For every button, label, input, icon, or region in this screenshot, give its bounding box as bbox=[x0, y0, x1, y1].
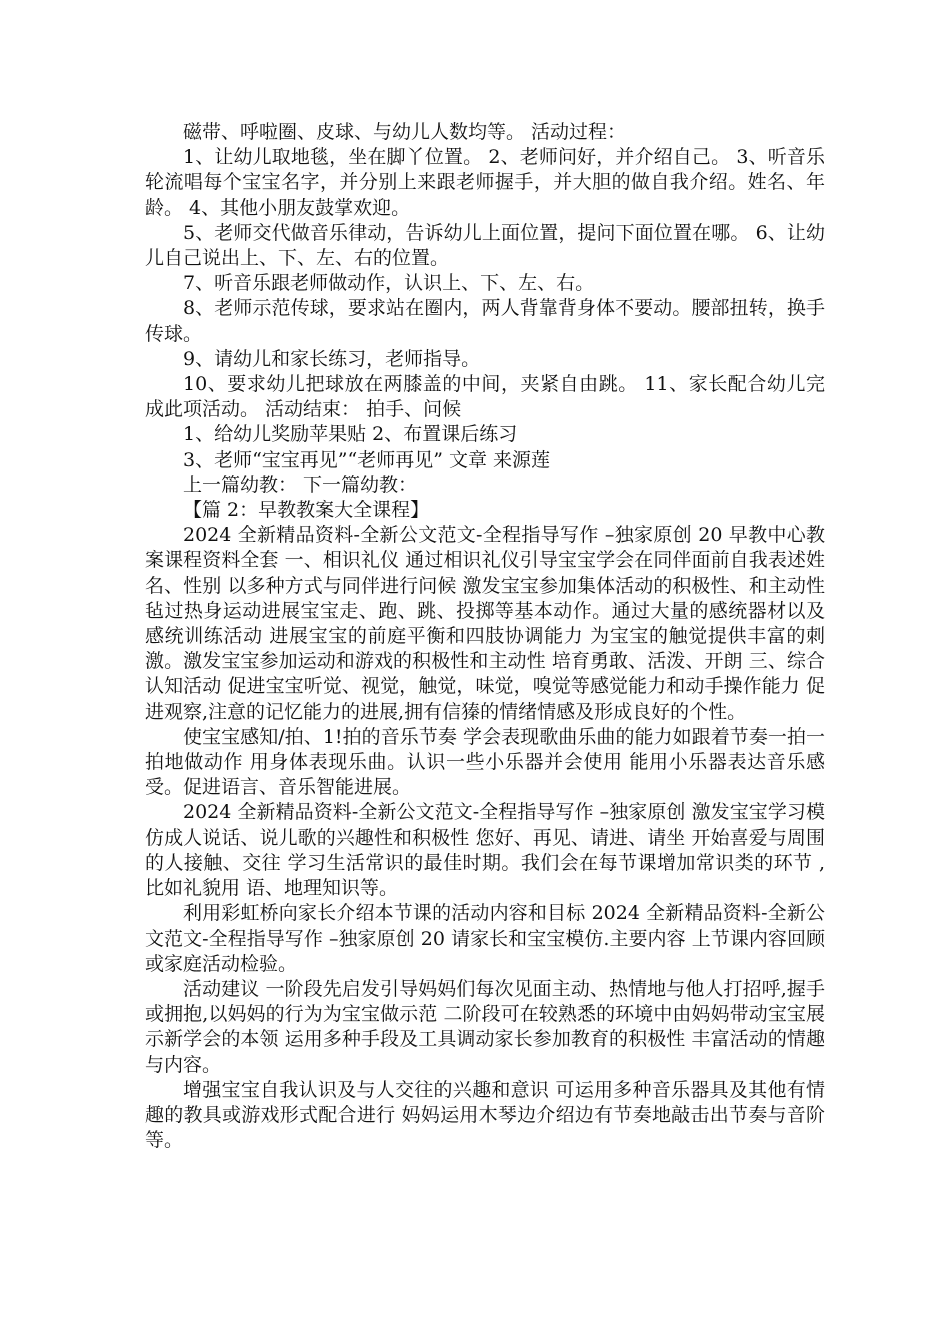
paragraph-prev-next: 上一篇幼教： 下一篇幼教： bbox=[183, 473, 418, 496]
paragraph-end-3: 3、老师“宝宝再见”“老师再见” 文章 来源莲 bbox=[183, 448, 551, 471]
paragraph-activity-suggestions: 活动建议 一阶段先启发引导妈妈们每次见面主动、热情地与他人打招呼,握手或拥抱,以妈妈的行为为宝宝做示范 二阶段可在较熟悉的环境中由妈妈带动宝宝展示新学会的本领 运用多种手段及工具调动家长参加教育的积极性 丰富活动的情趣与内容。 bbox=[145, 977, 825, 1076]
paragraph-materials: 磁带、呼啦圈、皮球、与幼儿人数均等。 活动过程： bbox=[183, 121, 627, 143]
section-heading: 【篇 2：早教教案大全课程】 bbox=[183, 499, 430, 522]
paragraph-music-rhythm: 使宝宝感知/拍、1!拍的音乐节奏 学会表现歌曲乐曲的能力如跟着节奏一拍一拍地做动作 用身体表现乐曲。认识一些小乐器并会使用 能用小乐器表达音乐感受。促进语言、音乐智能进展。 bbox=[145, 725, 825, 799]
paragraph-step-9: 9、请幼儿和家长练习，老师指导。 bbox=[183, 347, 481, 370]
paragraph-steps-10-11: 10、要求幼儿把球放在两膝盖的中间，夹紧自由跳。 11、家长配合幼儿完成此项活动。 活动结束： 拍手、问候 bbox=[145, 373, 825, 421]
paragraph-step-8: 8、老师示范传球，要求站在圈内，两人背靠背身体不要动。腰部扭转，换手传球。 bbox=[145, 297, 825, 345]
paragraph-language: 2024 全新精品资料-全新公文范文-全程指导写作 –独家原创 激发宝宝学习模仿成人说话、说儿歌的兴趣性和积极性 您好、再见、请进、请坐 开始喜爱与周围的人接触、交往 学习生活常识的最佳时期。我们会在每节课增加常识类的环节 ,比如礼貌用 语、地理知识等。 bbox=[145, 801, 825, 900]
paragraph-rainbow-bridge: 利用彩虹桥向家长介绍本节课的活动内容和目标 2024 全新精品资料-全新公文范文-全程指导写作 –独家原创 20 请家长和宝宝模仿.主要内容 上节课内容回顾或家庭活动检验。 bbox=[145, 902, 825, 975]
paragraph-steps-5-6: 5、老师交代做音乐律动，告诉幼儿上面位置，提问下面位置在哪。 6、让幼儿自己说出上、下、左、右的位置。 bbox=[145, 221, 825, 270]
paragraph-self-awareness: 增强宝宝自我认识及与人交往的兴趣和意识 可运用多种音乐器具及其他有情趣的教具或游戏形式配合进行 妈妈运用木琴边介绍边有节奏地敲击出节奏与音阶等。 bbox=[145, 1078, 825, 1152]
document-body bbox=[145, 120, 825, 1153]
paragraph-curriculum-intro: 2024 全新精品资料-全新公文范文-全程指导写作 –独家原创 20 早教中心教案课程资料全套 一、相识礼仪 通过相识礼仪引导宝宝学会在同伴面前自我表述姓名、性别 以多种方式与同伴进行问候 激发宝宝参加集体活动的积极性、和主动性 毡过热身运动进展宝宝走、跑、跳、投掷等基本动作。通过大量的感统器材以及感统训练活动 进展宝宝的前庭平衡和四肢协调能力 为宝宝的触觉提供丰富的刺激。激发宝宝参加运动和游戏的积极性和主动性 培育勇敢、活泼、开朗 三、综合认知活动 促进宝宝听觉、视觉，触觉，味觉，嗅觉等感觉能力和动手操作能力 促进观察,注意的记忆能力的进展,拥有信獉的情绪情感及形成良好的个性。 bbox=[145, 524, 825, 723]
paragraph-steps-1-4: 1、让幼儿取地毯，坐在脚丫位置。 2、老师问好，并介绍自己。 3、听音乐轮流唱每个宝宝名字，并分别上来跟老师握手，并大胆的做自我介绍。姓名、年龄。 4、其他小朋友鼓掌欢迎。 bbox=[145, 146, 825, 219]
paragraph-step-7: 7、听音乐跟老师做动作，认识上、下、左、右。 bbox=[183, 272, 595, 295]
paragraph-end-1-2: 1、给幼儿奖励苹果贴 2、布置课后练习 bbox=[183, 423, 518, 446]
